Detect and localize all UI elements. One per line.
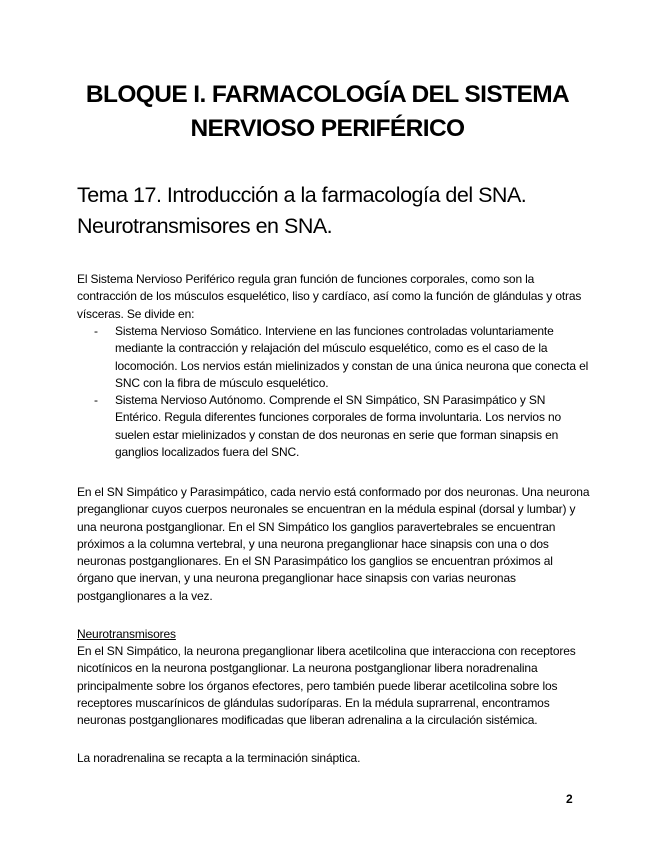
topic-title-line-1: Tema 17. Introducción a la farmacología del SNA.: [77, 183, 527, 207]
block-title-line-1: BLOQUE I. FARMACOLOGÍA DEL SISTEMA: [85, 81, 570, 108]
list-item-text: Sistema Nervioso Somático. Interviene en las funciones controladas voluntariamente mediante la contracción y relajación del músculo esquelético, como es el caso de la locomoción. Los nervios están mielinizados y constan de una única neurona que conecta el SNC con la fibra de músculo esquelético.: [115, 324, 589, 390]
block-title: [40, 78, 615, 146]
topic-title-line-2: Neurotransmisores en SNA.: [77, 214, 333, 238]
sympathetic-parasympathetic-paragraph: En el SN Simpático y Parasimpático, cada nervio está conformado por dos neuronas. Una neurona preganglionar cuyos cuerpos neuronales se encuentran en la médula espinal (dorsal y lumbar) y una neurona postganglionar. En el SN Simpático los ganglios paravertebrales se encuentran próximos a la columna vertebral, y una neurona preganglionar hace sinapsis con una o dos neuronas postganglionares. En el SN Parasimpático los ganglios se encuentran próximos al órgano que inervan, y una neurona preganglionar hace sinapsis con varias neuronas postganglionares a la vez.: [77, 485, 590, 603]
neurotransmitters-heading: Neurotransmisores: [77, 627, 176, 641]
neurotransmitters-paragraph: En el SN Simpático, la neurona preganglionar libera acetilcolina que interacciona con receptores nicotínicos en la neurona postganglionar. La neurona postganglionar libera noradrenalina principalmente sobre los órganos efectores, pero también puede liberar acetilcolina sobre los receptores muscarínicos de glándulas sudoríparas. En la médula suprarrenal, encontramos neuronas postganglionares modificadas que liberan adrenalina a la circulación sistémica.: [77, 644, 576, 728]
list-item-autonomic: [77, 392, 592, 461]
bullet-marker: -: [94, 324, 98, 338]
list-item-somatic: [77, 323, 592, 392]
page-number: 2: [566, 792, 573, 806]
bullet-marker: -: [94, 393, 98, 408]
division-list: [77, 323, 592, 461]
list-item-text: Sistema Nervioso Autónomo. Comprende el SN Simpático, SN Parasimpático y SN Entérico. Regula diferentes funciones corporales de forma involuntaria. Los nervios no suelen estar mielinizados y constan de dos neuronas en serie que forman sinapsis en ganglios localizados fuera del SNC.: [115, 393, 562, 460]
noradrenaline-paragraph: La noradrenalina se recapta a la terminación sináptica.: [77, 751, 361, 765]
topic-title: [77, 180, 617, 242]
intro-paragraph: El Sistema Nervioso Periférico regula gran función de funciones corporales, como son la contracción de los músculos esquelético, liso y cardíaco, así como la función de glándulas y otras vísceras. Se divide en:: [77, 272, 582, 321]
block-title-line-2: NERVIOSO PERIFÉRICO: [190, 115, 465, 142]
